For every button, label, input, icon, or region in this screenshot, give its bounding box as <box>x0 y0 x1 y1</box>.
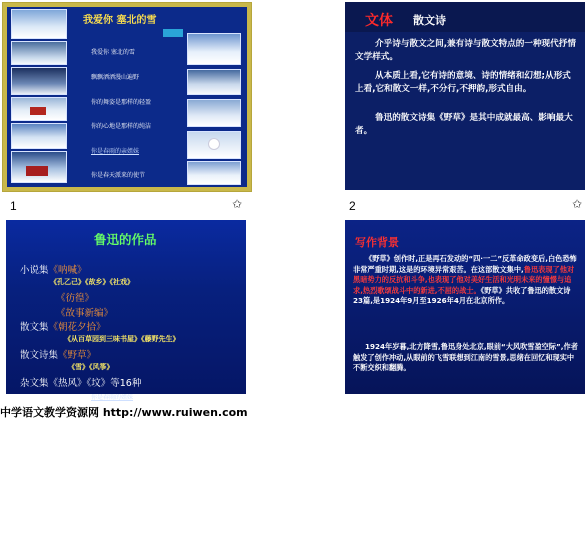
works-category: 杂文集 <box>20 378 49 389</box>
poem-line <box>91 468 157 472</box>
snow-river-photo <box>11 123 67 149</box>
poem-line: 你的舞姿是那样的轻盈 <box>91 98 152 106</box>
works-title: 《野草》 <box>58 350 97 361</box>
slide-1-title: 我爱你 塞北的雪 <box>83 15 157 26</box>
works-line <box>20 347 96 361</box>
red-house-snow-photo <box>11 97 67 121</box>
slide-1-badge <box>163 29 183 37</box>
works-title: 《彷徨》 <box>56 293 95 304</box>
poem-line: 啊 塞北的雪 <box>91 443 123 451</box>
slide-thumbnail-4[interactable] <box>345 220 585 394</box>
works-title: 《故事新编》 <box>56 308 114 319</box>
poem-line: 你是春天派来的使节 <box>91 172 146 180</box>
highlighted-text: 鲁迅表现了他对黑暗势力的反抗和斗争,也表现了他对美好生活和光明未来的憧憬与追求,热烈歌颂战斗中的新进,不屈的战士。 <box>353 264 575 295</box>
paragraph-text: 《野草》创作时,正是再石发动的“四·一二”反革命政变后,白色恐怖非常严重时期,这是的环境异常艰苦。在这部散文集中, <box>353 254 577 274</box>
snow-tree-photo <box>11 9 67 39</box>
poem-line: 你是春雨的亲姐妹 <box>91 147 140 155</box>
works-title: 《朝花夕拾》 <box>48 322 106 333</box>
slide-2-title: 文体 <box>365 13 393 29</box>
red-cabin-photo <box>11 151 67 183</box>
works-title: 《热风》《坟》等16种 <box>48 378 142 389</box>
paragraph-text: 1924年岁暮,北方降雪,鲁迅身处北京,眼前“大风吹雪盈空际”,作者触发了创作冲动,从眼前的飞雪联想到江南的雪景,思绪在回忆和现实中不断交织和翻腾。 <box>353 342 578 372</box>
snowman-photo <box>187 131 241 159</box>
snowy-mountain-photo <box>187 33 241 65</box>
slide-2-paragraph: 鲁迅的散文诗集《野草》是其中成就最高、影响最大者。 <box>355 113 573 136</box>
slide-2-paragraph: 从本质上看,它有诗的意境、诗的情绪和幻想;从形式上看,它和散文一样,不分行,不押韵,形式自由。 <box>355 71 571 94</box>
slide-number-1: 1 <box>10 199 17 213</box>
poem-line: 啊 我爱你 <box>91 488 117 496</box>
snow-rooftops-photo <box>187 99 241 127</box>
works-title: 《呐喊》 <box>48 265 87 276</box>
works-category: 散文诗集 <box>20 350 59 361</box>
slide-transition-star-icon[interactable]: ✩ <box>232 197 243 211</box>
poem-line: 你的心地是那样的纯洁 <box>91 123 152 131</box>
works-line <box>20 262 87 276</box>
works-title: 《从百草园到三味书屋》《藤野先生》 <box>64 335 180 343</box>
works-line <box>64 334 180 344</box>
poem-line: 啊 塞北的雪 塞北的雪 <box>91 512 149 520</box>
footer-watermark: 中学语文教学资源网 http://www.ruiwen.com <box>0 406 248 419</box>
poem-line: 飘飘洒洒漫山遍野 <box>91 74 140 82</box>
works-line <box>20 319 106 333</box>
works-line <box>56 305 113 319</box>
poem-line: 你是春雨的姐妹 <box>91 393 134 401</box>
works-title: 《孔乙己》《故乡》《社戏》 <box>50 278 134 286</box>
works-line <box>56 290 94 304</box>
slide-2-paragraph: 介乎诗与散文之间,兼有诗与散文特点的一种现代抒情文学样式。 <box>355 39 576 62</box>
snow-night-photo <box>11 67 67 95</box>
slide-3-title: 鲁迅的作品 <box>94 232 157 247</box>
slide-thumbnail-2[interactable] <box>345 2 585 190</box>
snow-forest-photo <box>11 41 67 65</box>
snow-pines-photo <box>187 69 241 95</box>
works-line <box>50 277 134 287</box>
background-paragraph <box>353 254 579 307</box>
poem-line: 啊 我爱你 <box>91 418 117 426</box>
works-category: 小说集 <box>20 265 49 276</box>
background-paragraph <box>353 342 579 374</box>
poem-line: 我爱你 塞北的雪 <box>91 49 135 57</box>
works-category: 散文集 <box>20 322 49 333</box>
works-line <box>68 362 114 372</box>
slide-thumbnail-3[interactable] <box>6 220 246 394</box>
slide-transition-star-icon[interactable]: ✩ <box>572 197 583 211</box>
paragraph-text: 《野草》共收了鲁迅的散文诗23篇,是1924年9月至1926年4月在北京所作。 <box>353 285 571 305</box>
poem-line: 来年的春天 <box>91 197 122 205</box>
slide-number-2: 2 <box>349 199 356 213</box>
snow-field-photo <box>187 161 241 185</box>
works-title: 《雪》《风筝》 <box>68 363 114 371</box>
slide-4-title: 写作背景 <box>355 236 399 249</box>
slide-2-subtitle: 散文诗 <box>413 14 446 27</box>
works-line <box>20 375 141 389</box>
